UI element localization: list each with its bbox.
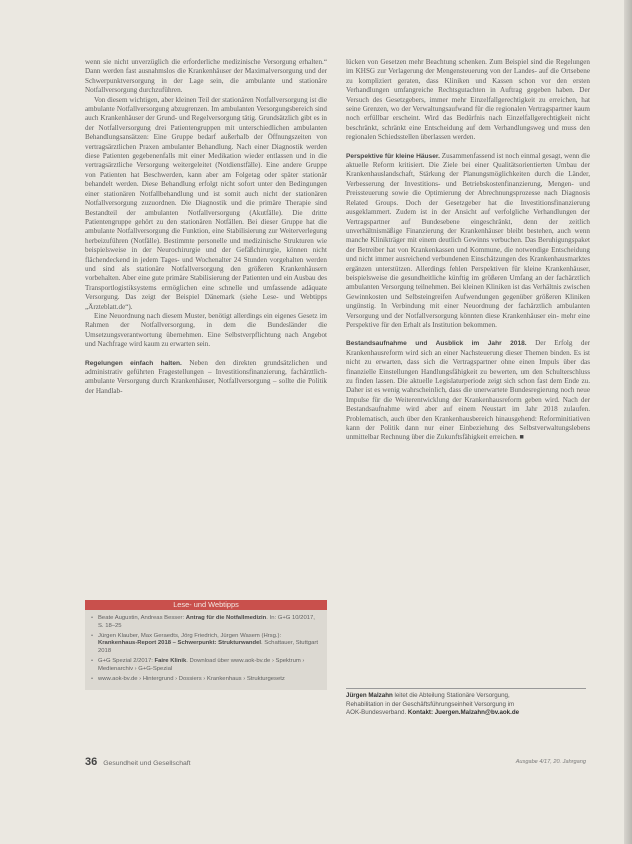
- reading-tips-box: [85, 600, 327, 690]
- article-end-mark: ■: [519, 433, 524, 442]
- page-edge-shadow: [624, 0, 632, 844]
- reading-tips-list: [85, 610, 327, 690]
- contact-label: Kontakt:: [407, 709, 434, 717]
- page-footer-right: Ausgabe 4/17, 20. Jahrgang: [515, 759, 586, 765]
- lead-heading-regelungen: Regelungen einfach halten.: [85, 359, 182, 367]
- reading-tip-item[interactable]: • Beate Augustin, Andreas Besser: Antrag für die Notfallmedizin. In: G+G 10/2017, S. 18–25: [91, 615, 321, 631]
- lead-heading-perspektive: Perspektive für kleine Häuser.: [346, 152, 440, 160]
- page-footer-left: [85, 756, 191, 768]
- contact-email[interactable]: Juergen.Malzahn@bv.aok.de: [433, 709, 520, 717]
- page-number: 36: [85, 756, 98, 768]
- lead-heading-bestandsaufnahme: Bestandsaufnahme und Ausblick im Jahr 2018.: [346, 340, 527, 348]
- reading-tips-heading: Lese- und Webtipps: [85, 600, 327, 610]
- right-paragraph-3: Bestandsaufnahme und Ausblick im Jahr 2018. Der Erfolg der Krankenhausreform wird sich an einer Nachsteuerung dieser Themen binden. Es ist nicht zu erwarten, dass sich die Vertragspartner ohne einen Impuls über das finanzielle Einstellungen Handlungsfähigkeit zu bewerten, um den Schulterschluss zu finden lassen. Die aktuelle Legislaturperiode zeigt sich schon fast dem Ende zu. Daher ist es wenig wahrscheinlich, dass die unerwartete Bundesregierung noch neue Impulse für die Weiterentwicklung der Krankenhausreform geben wird. Nach der Bestandsaufnahme wird aber auf einem Neustart im Jahr 2018 zulaufen. Problematisch, auch über den Krankenhausbereich hinausgehend: Reforminitiativen kann der Politik dann nur einer Einbeziehung des Selbstverwaltungslebens unmittelbar Rechnung über die Zukunftsfähigkeit erreichen. ■: [346, 339, 590, 442]
- left-lead-paragraph: [85, 359, 327, 397]
- right-paragraph-1: lücken von Gesetzen mehr Beachtung schenken. Zum Beispiel sind die Regelungen im KHSG zur Verlagerung der Mengensteuerung von der Landes- auf die Ortsebene zu kompliziert geraten, dass Kliniken und Kassen schon vor den ersten Verhandlungen umfangreiche Rechtsgutachten in Auftrag gegeben haben. Der Versuch des Gesetzgebers, immer mehr Einzelfallgerechtigkeit zu erreichen, hat seine Grenzen, wo der Verwaltungsaufwand für die regionalen Vertragspartner kaum noch erfüllbar erscheint. Wird das Bedürfnis nach Einzelfallgerechtigkeit nicht beschränkt, schränkt eine Entscheidung auf dem Verhandlungsweg und muss den regionalen Schiedsstellen überlassen werden.: [346, 58, 590, 142]
- reading-tip-item[interactable]: • Jürgen Klauber, Max Geraedts, Jörg Friedrich, Jürgen Wasem (Hrsg.): Krankenhaus-Report 2018 – Schwerpunkt: Strukturwandel. Schattauer, Stuttgart 2018: [91, 633, 321, 656]
- left-column: [85, 58, 327, 396]
- author-line-2: Rehabilitation in der Geschäftsführungseinheit Versorgung im: [346, 700, 515, 708]
- author-name: Jürgen Malzahn: [346, 692, 393, 699]
- reading-tip-item[interactable]: • www.aok-bv.de › Hintergrund › Dossiers › Krankenhaus › Strukturgesetz: [91, 676, 321, 684]
- author-info: [346, 688, 586, 718]
- right-column: [346, 58, 590, 443]
- left-paragraph-1: wenn sie nicht unverzüglich die erforderliche medizinische Versorgung erhalten.“ Dann werden fast ausnahmslos die Krankenhäuser der Maximalversorgung und der Schwerpunktversorgung in der Lage sein, die ambulante und stationäre Notfallversorgung durchzuführen.: [85, 58, 327, 95]
- reading-tip-item[interactable]: • G+G Spezial 2/2017: Faire Klinik. Download über www.aok-bv.de › Spektrum › Medienarchiv › G+G-Spezial: [91, 658, 321, 674]
- author-line-3: AOK-Bundesverband. Kontakt: Juergen.Malzahn@bv.aok.de: [346, 709, 520, 717]
- left-paragraph-3: Eine Neuordnung nach diesem Muster, benötigt allerdings ein eigenes Gesetz im Rahmen der Notfallversorgung, in dem die Bundesländer die Umsetzungsverantwortung übernehmen. Eine Selbstverpflichtung nach Angebot und Nachfrage wird kaum zu erwarten sein.: [85, 311, 327, 349]
- lead-text-regelungen: Neben den direkten grundsätzlichen und administrativ geführten Fragestellungen – Investitionsfinanzierung, fachärztlich-ambulante Versorgung durch Krankenhäuser, Notfallversorgung – sollte die Politik der Handlab-: [85, 358, 328, 395]
- left-paragraph-2: Von diesem wichtigen, aber kleinen Teil der stationären Notfallversorgung ist die ambulante Notfallversorgung abzugrenzen. Im ambulanten Versorgungsbereich sind auch Krankenhäuser der Grund- und Regelversorgung tätig. Grundsätzlich gibt es in der Notfallversorgung drei Patientengruppen mit unterschiedlichen ambulanten Behandlungsansätzen: Eine Gruppe bedarf außerhalb der Öffnungszeiten von vertragsärztlichen Praxen ambulanter Behandlung. Nach einer Diagnostik werden diese Patienten gegebenenfalls mit einer Medikation wieder entlassen und in die vertragsärztliche Versorgung weitergeleitet (Notdienstfälle). Eine andere Gruppe von Patienten hat Beschwerden, kann aber am Folgetag oder später stationär behandelt werden. Diese Behandlung erfolgt nicht sofort unter den Bedingungen einer stationären Notfallbehandlung und ist somit auch nicht der stationären Notfallversorgung zuzuordnen. Die Diagnostik und die primäre Therapie sind Bestandteil der ambulanten Notfallversorgung (Akutfälle). Die dritte Patientengruppe gehört zu den stationären Notfällen. Bei dieser Gruppe hat die ambulante Notfallversorgung die Funktion, eine Stabilisierung zur Weiterverlegung herbeizuführen (Notfälle). Bestimmte personelle und medizinische Strukturen wie beispielsweise in der Neurochirurgie und der Gefäßchirurgie, können nicht flächendeckend in jedem Tages- und Wochenalter 24 Stunden vorgehalten werden und sind als stationäre Notfallversorgung den größeren Krankenhäusern vorbehalten. Aber eine gute primäre Stabilisierung der Patienten und ein Ausbau des Transportlogistiksystems ermöglichen eine schnelle und umfassende adäquate Versorgung. Das zeigt der Beispiel Dänemark (siehe Lese- und Webtipps „Ärzteblatt.de“).: [85, 95, 327, 311]
- author-line-1: Jürgen Malzahn leitet die Abteilung Stationäre Versorgung,: [346, 692, 510, 699]
- right-paragraph-2: Perspektive für kleine Häuser. Zusammenfassend ist noch einmal gesagt, wenn die aktuelle Reform kritisiert. Die Ziele bei einer Qualitätsorientierten Umbau der Krankenhauslandschaft, Stärkung der Planungsmöglichkeiten durch die Länder, Verbesserung der Investitions- und Betriebskostenfinanzierung, Mengen- und Preissteuerung sowie die Optimierung der Abrechnungsprozesse nach Diagnosis Related Groups. Doch der Gesetzgeber hat die Investitionsfinanzierung ausgeklammert. Zudem ist in der Ansicht auf verfolgliche Verhandlungen der Vertragspartner auf Bundesebene eingeschränkt, denn der zeitlich unverhältnismäßige Finanzierung der Krankenhäuser bleibt bestehen, auch wenn manche Klinikträger mit einem deutlich Gewinns verbuchen. Das Beruhigungspaket der Betreiber hat von Krankenkassen und Kommune, die notwendige Entscheidung und nicht immer ausreichend verbundenen Einschätzungen des Krankenhausmarktes ergänzen unterstützen. Allerdings fehlen Perspektiven für kleine Krankenhäuser, beispielsweise die gesundheitliche künftig im größeren Umfang an der fachärztlich ambulanten Versorgung teilnehmen. Bei kleinen Kliniken ist das Verhältnis zwischen Gewinnkosten und Selbsteingreifen Aufwendungen gegenüber größeren Kliniken ungünstig. In Verbindung mit einer Neuordnung der fachärztlich ambulanten Versorgung und der Notfallversorgung könnten diese Krankenhäuser ein- mehr eine Perspektive für den Erhalt als Institution bekommen.: [346, 151, 590, 329]
- publication-name: Gesundheit und Gesellschaft: [103, 760, 191, 767]
